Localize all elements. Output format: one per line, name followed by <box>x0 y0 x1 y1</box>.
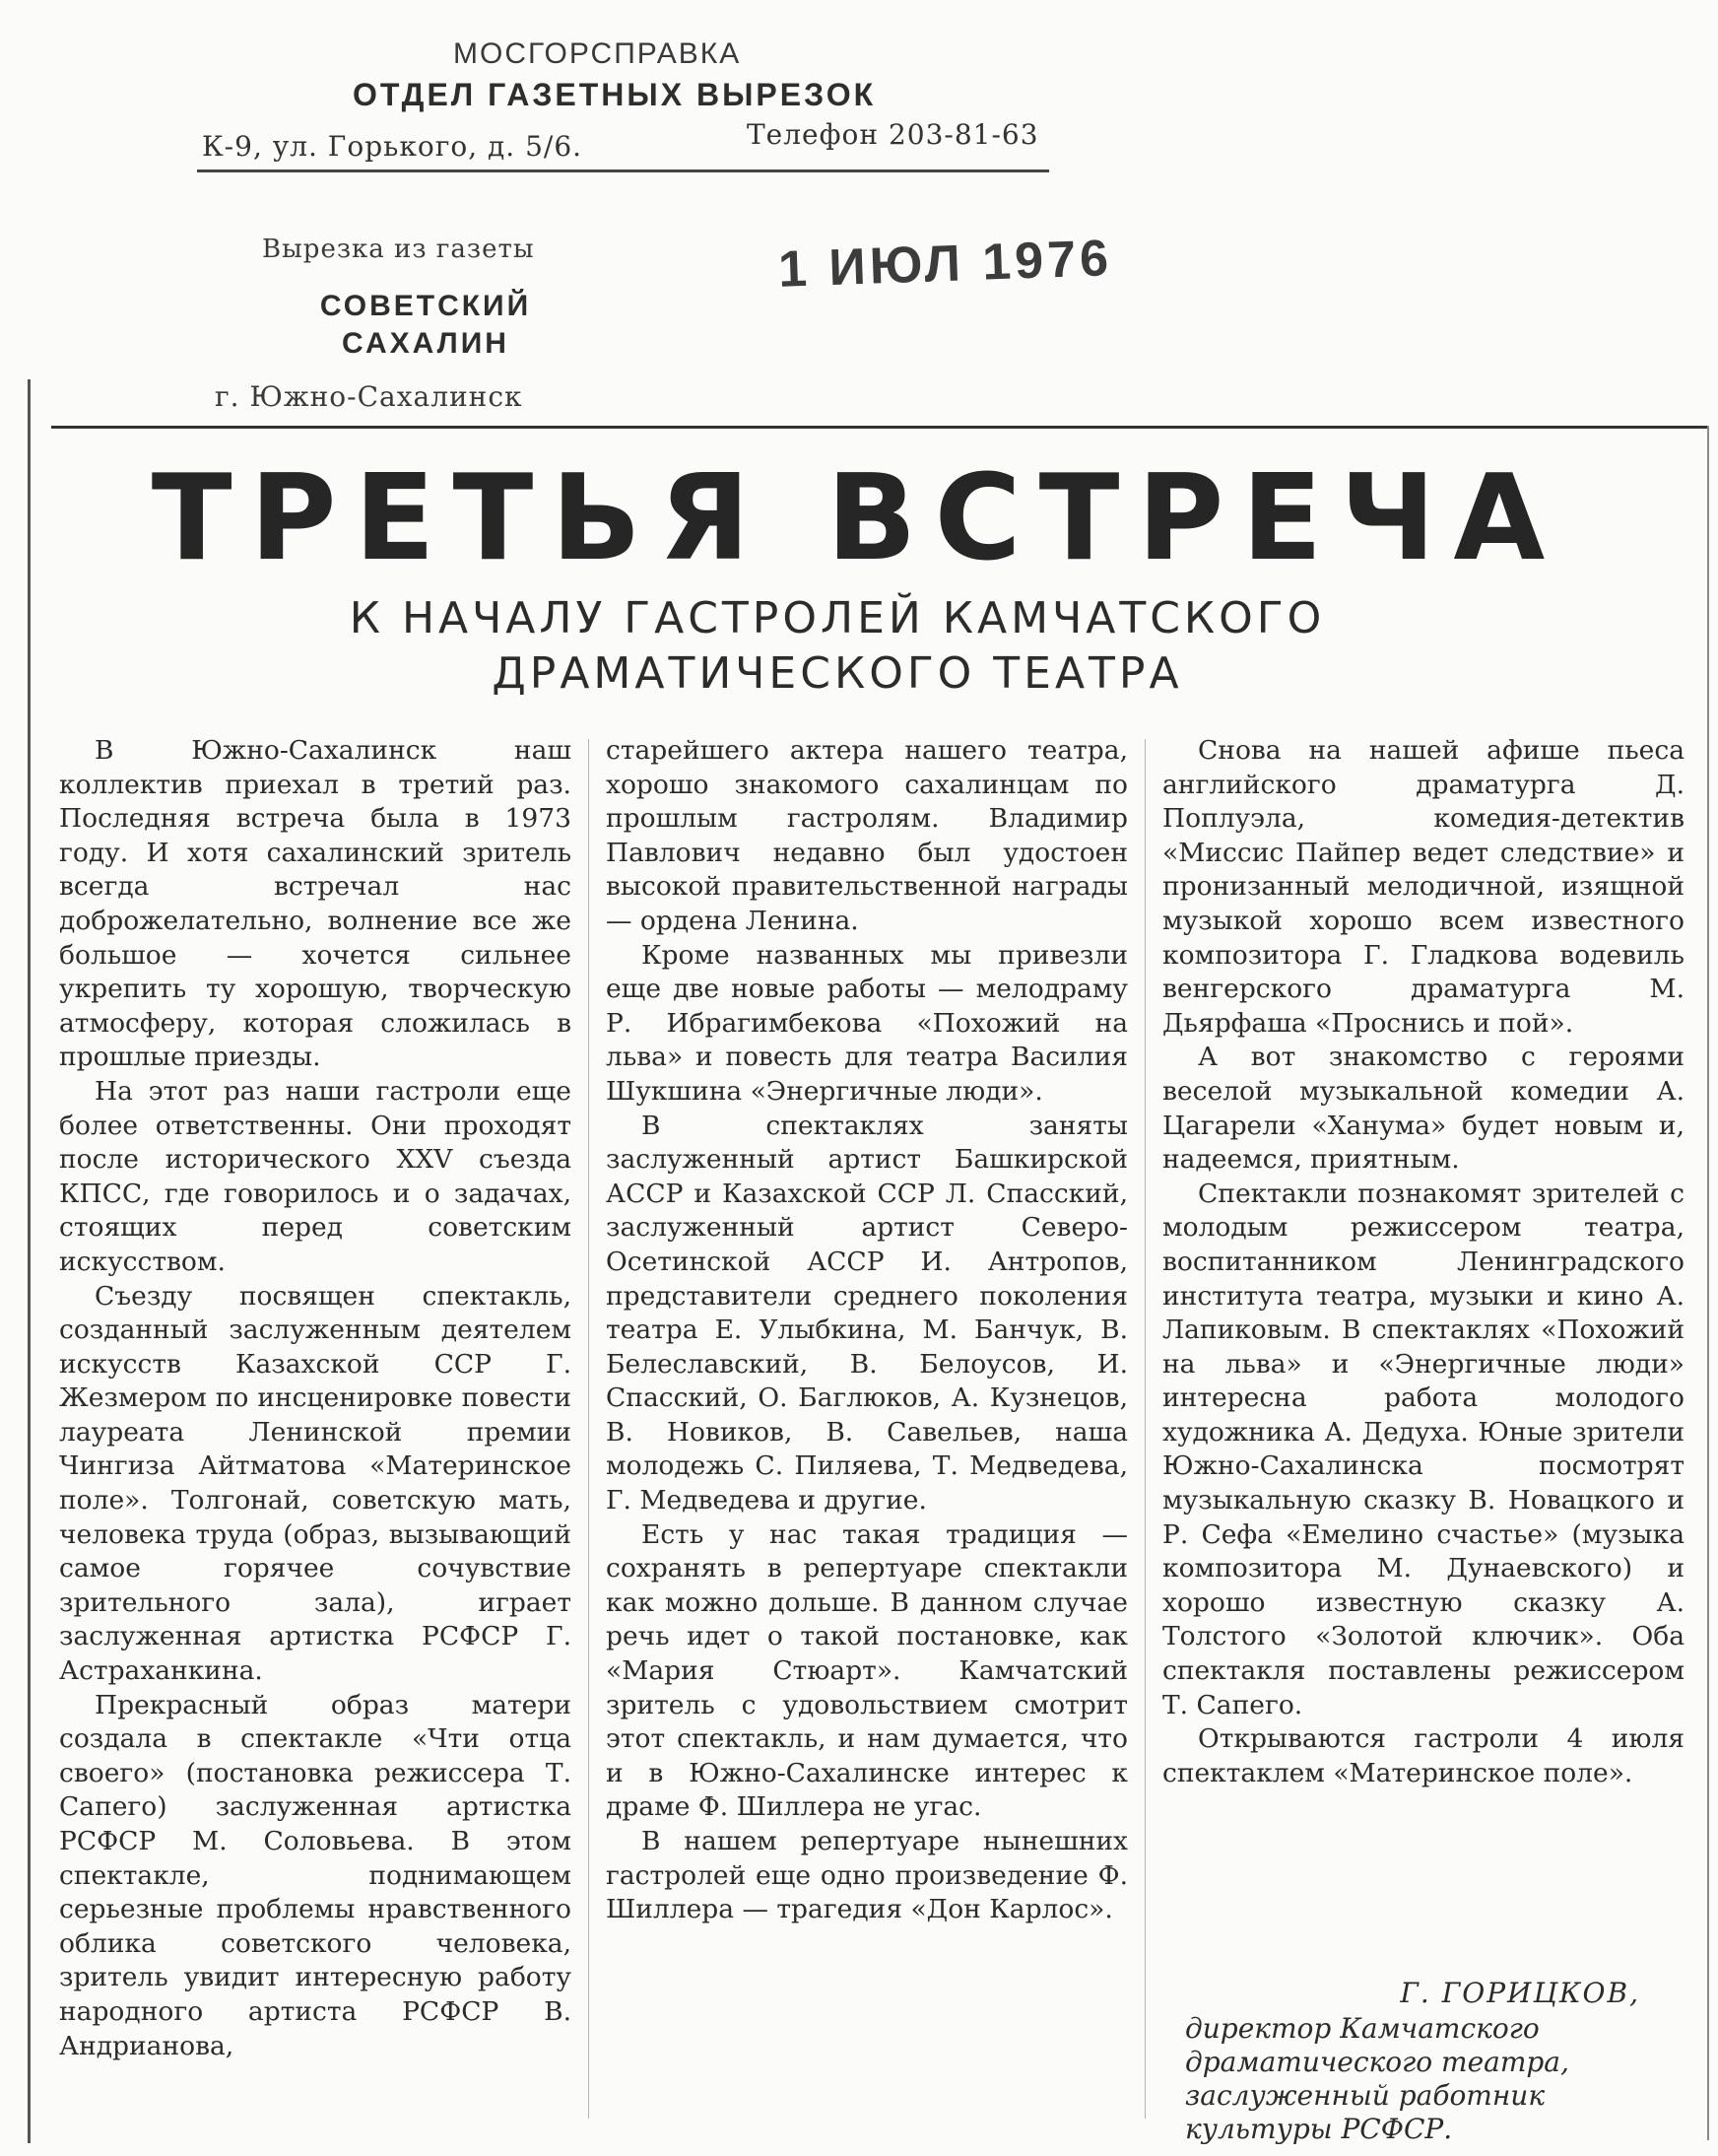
article-column-2 <box>606 734 1128 1927</box>
paragraph: А вот знакомство с героями веселой музыкальной комедии А. Цагарели «Ханума» будет новым и, надеемся, приятным. <box>1162 1042 1685 1176</box>
subheadline-line-1: К НАЧАЛУ ГАСТРОЛЕЙ КАМЧАТСКОГО <box>349 593 1326 643</box>
paragraph: Спектакли познакомят зрителей с молодым режиссером театра, воспитанником Ленинградского института театра, музыки и кино А. Лапиковым. В спектаклях «Похожий на льва» и «Энергичные люди» интересна работа молодого художника А. Дедуха. Юные зрители Южно-Сахалинска посмотрят музыкальную сказку В. Новацкого и Р. Сефа «Емелино счастье» (музыка композитора М. Дунаевского) и хорошо известную сказку А. Толстого «Золотой ключик». Оба спектакля поставлены режиссером Т. Сапего. <box>1162 1178 1685 1720</box>
agency-address: К-9, ул. Горького, д. 5/6. <box>202 130 583 163</box>
article-column-3 <box>1162 734 1685 1790</box>
department-name: ОТДЕЛ ГАЗЕТНЫХ ВЫРЕЗОК <box>353 77 877 112</box>
date-stamp: 1 ИЮЛ 1976 <box>777 230 1113 299</box>
agency-phone: Телефон 203-81-63 <box>747 118 1039 151</box>
article-subheadline <box>158 591 1517 702</box>
paragraph: Снова на нашей афише пьеса английского драматурга Д. Поплуэла, комедия-детектив «Миссис Пайпер ведет следствие» и пронизанный мелодичной, изящной музыкой хорошо всем известного композитора Г. Гладкова водевиль венгерского драматурга М. Дьярфаша «Проснись и пой». <box>1162 735 1685 1039</box>
paragraph: старейшего актера нашего театра, хорошо знакомого сахалинцам по прошлым гастролям. Владимир Павлович недавно был удостоен высокой правительственной награды — ордена Ленина. <box>606 735 1128 936</box>
clipping-border-top <box>51 426 1708 429</box>
author-signature <box>1177 1977 1680 2146</box>
paragraph: В Южно-Сахалинск наш коллектив приехал в третий раз. Последняя встреча была в 1973 году. И хотя сахалинский зритель всегда встречал нас доброжелательно, волнение все же большое — хочется сильнее укрепить ту хорошую, творческую атмосферу, которая сложилась в прошлые приезды. <box>59 735 571 1073</box>
newspaper-city: г. Южно-Сахалинск <box>215 380 523 413</box>
article-headline: ТРЕТЬЯ ВСТРЕЧА <box>151 450 1563 587</box>
author-name: Г. ГОРИЦКОВ, <box>1400 1977 1640 2009</box>
subheadline-line-2: ДРАМАТИЧЕСКОГО ТЕАТРА <box>492 648 1183 699</box>
column-divider <box>588 739 589 2119</box>
clipping-label: Вырезка из газеты <box>262 235 535 264</box>
agency-name: МОСГОРСПРАВКА <box>453 37 742 70</box>
paragraph: Прекрасный образ матери создала в спектакле «Чти отца своего» (постановка режиссера Т. Сапего) заслуженная артистка РСФСР М. Соловьева. В этом спектакле, поднимающем серьезные проблемы нравственного облика советского человека, зритель увидит интересную работу народного артиста РСФСР В. Андрианова, <box>59 1689 571 2061</box>
paragraph: Есть у нас такая традиция — сохранять в репертуаре спектакли как можно дольше. В данном случае речь идет о такой постановке, как «Мария Стюарт». Камчатский зритель с удовольствием смотрит этот спектакль, и нам думается, что и в Южно-Сахалинске интерес к драме Ф. Шиллера не угас. <box>606 1518 1128 1823</box>
column-divider <box>1145 739 1146 2119</box>
paragraph: Кроме названных мы привезли еще две новые работы — мелодраму Р. Ибрагимбекова «Похожий на льва» и повесть для театра Василия Шукшина «Энергичные люди». <box>606 939 1128 1107</box>
paragraph: На этот раз наши гастроли еще более ответственны. Они проходят после исторического XXV съезда КПСС, где говорилось и о задачах, стоящих перед советским искусством. <box>59 1075 571 1277</box>
stamp-divider <box>197 169 1049 172</box>
paragraph: В спектаклях заняты заслуженный артист Башкирской АССР и Казахской ССР Л. Спасский, заслуженный артист Северо-Осетинской АССР И. Антропов, представители среднего поколения театра Е. Улыбкина, М. Банчук, В. Белеславский, В. Белоусов, И. Спасский, О. Баглюков, А. Кузнецов, В. Новиков, В. Савельев, наша молодежь С. Пиляева, Т. Медведева, Г. Медведева и другие. <box>606 1110 1128 1516</box>
clipping-border-left <box>28 379 31 2143</box>
paragraph: В нашем репертуаре нынешних гастролей еще одно произведение Ф. Шиллера — трагедия «Дон Карлос». <box>606 1826 1128 1925</box>
clipping-border-right <box>1707 426 1709 2140</box>
paragraph: Открываются гастроли 4 июля спектаклем «Материнское поле». <box>1162 1723 1685 1788</box>
paragraph: Съезду посвящен спектакль, созданный заслуженным деятелем искусств Казахской ССР Г. Жезмером по инсценировке повести лауреата Ленинской премии Чингиза Айтматова «Материнское поле». Толгонай, советскую мать, человека труда (образ, вызывающий самое горячее сочувствие зрительного зала), играет заслуженная артистка РСФСР Г. Астраханкина. <box>59 1280 571 1687</box>
article-column-1 <box>59 734 571 2063</box>
newspaper-name: СОВЕТСКИЙ САХАЛИН <box>319 290 532 360</box>
author-role: директор Камчатского драматического театра, заслуженный работник культуры РСФСР. <box>1185 2012 1569 2145</box>
